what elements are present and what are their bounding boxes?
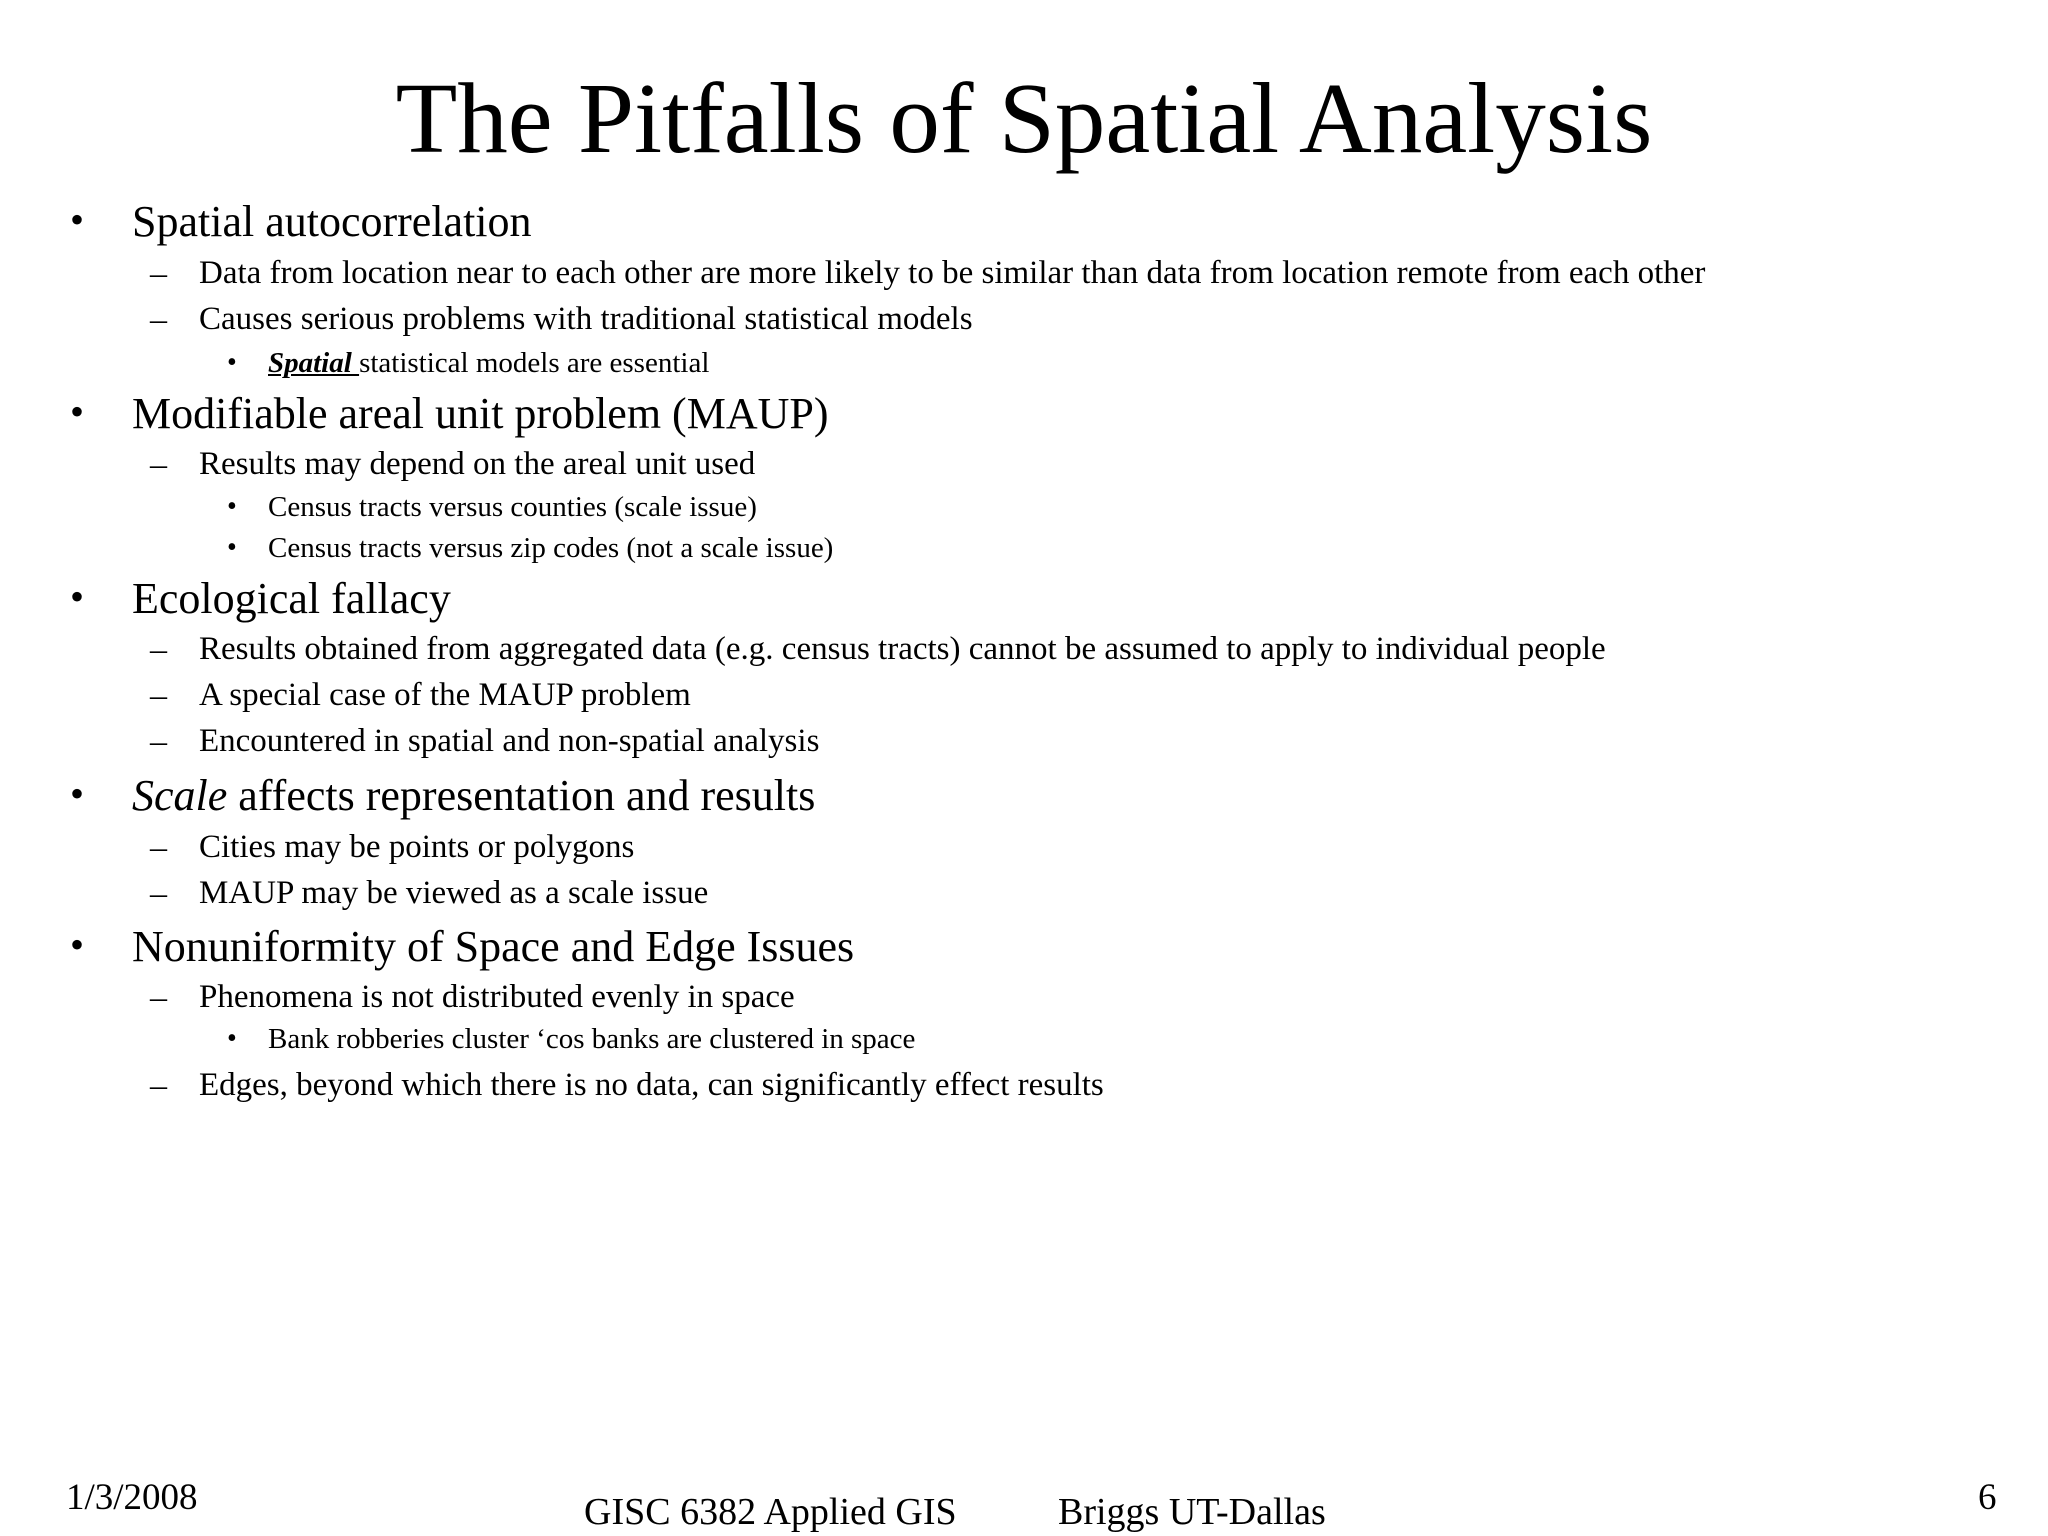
bullet-text bbox=[132, 770, 815, 821]
bullet-marker: • bbox=[70, 574, 85, 619]
dash-marker: – bbox=[150, 446, 167, 483]
bullet-text: Spatial autocorrelation bbox=[132, 197, 532, 246]
bullet-marker: • bbox=[70, 389, 85, 434]
footer-page-number: 6 bbox=[1978, 1477, 1997, 1518]
bullet-marker: • bbox=[70, 771, 85, 816]
bullet-marker: • bbox=[70, 922, 85, 967]
bullet-marker: • bbox=[70, 197, 85, 242]
dash-marker: – bbox=[150, 631, 167, 668]
emphasized-word: Spatial bbox=[268, 347, 360, 379]
dash-marker: – bbox=[150, 875, 167, 912]
sub-bullet-text: Phenomena is not distributed evenly in space bbox=[199, 979, 795, 1015]
footer-author: Briggs UT-Dallas bbox=[1058, 1491, 1326, 1533]
dash-marker: – bbox=[150, 723, 167, 760]
sub-bullet-text: Cities may be points or polygons bbox=[199, 829, 635, 865]
sub-sub-bullet-text: Bank robberies cluster ‘cos banks are clustered in space bbox=[268, 1023, 916, 1055]
bullet-marker: • bbox=[227, 347, 237, 378]
dash-marker: – bbox=[150, 829, 167, 866]
sub-bullet-text: Causes serious problems with traditional statistical models bbox=[199, 301, 973, 337]
bullet-text: Nonuniformity of Space and Edge Issues bbox=[132, 922, 855, 971]
sub-sub-bullet-text bbox=[268, 347, 709, 380]
sub-bullet-text: Results may depend on the areal unit used bbox=[199, 446, 756, 482]
sub-sub-bullet-text: Census tracts versus counties (scale issue) bbox=[268, 491, 757, 523]
dash-marker: – bbox=[150, 677, 167, 714]
dash-marker: – bbox=[150, 301, 167, 338]
footer-course: GISC 6382 Applied GIS bbox=[584, 1491, 957, 1533]
sub-bullet-text: Edges, beyond which there is no data, can significantly effect results bbox=[199, 1067, 1104, 1103]
text-rest: statistical models are essential bbox=[359, 347, 710, 379]
slide-title: The Pitfalls of Spatial Analysis bbox=[395, 62, 1653, 174]
sub-bullet-text: MAUP may be viewed as a scale issue bbox=[199, 875, 709, 911]
sub-bullet-text: A special case of the MAUP problem bbox=[199, 677, 691, 713]
sub-bullet-text: Results obtained from aggregated data (e.g. census tracts) cannot be assumed to apply to individual people bbox=[199, 631, 1606, 667]
dash-marker: – bbox=[150, 255, 167, 292]
dash-marker: – bbox=[150, 1067, 167, 1104]
bullet-marker: • bbox=[227, 532, 237, 563]
emphasized-word: Scale bbox=[132, 771, 228, 820]
bullet-text: Modifiable areal unit problem (MAUP) bbox=[132, 389, 829, 438]
footer-date: 1/3/2008 bbox=[66, 1477, 198, 1518]
sub-bullet-text: Encountered in spatial and non-spatial analysis bbox=[199, 723, 820, 759]
dash-marker: – bbox=[150, 979, 167, 1016]
sub-bullet-text: Data from location near to each other are more likely to be similar than data from location remote from each other bbox=[199, 255, 1706, 291]
bullet-marker: • bbox=[227, 491, 237, 522]
bullet-marker: • bbox=[227, 1023, 237, 1054]
sub-sub-bullet-text: Census tracts versus zip codes (not a scale issue) bbox=[268, 532, 834, 564]
text-rest: affects representation and results bbox=[227, 771, 816, 820]
bullet-text: Ecological fallacy bbox=[132, 574, 451, 623]
